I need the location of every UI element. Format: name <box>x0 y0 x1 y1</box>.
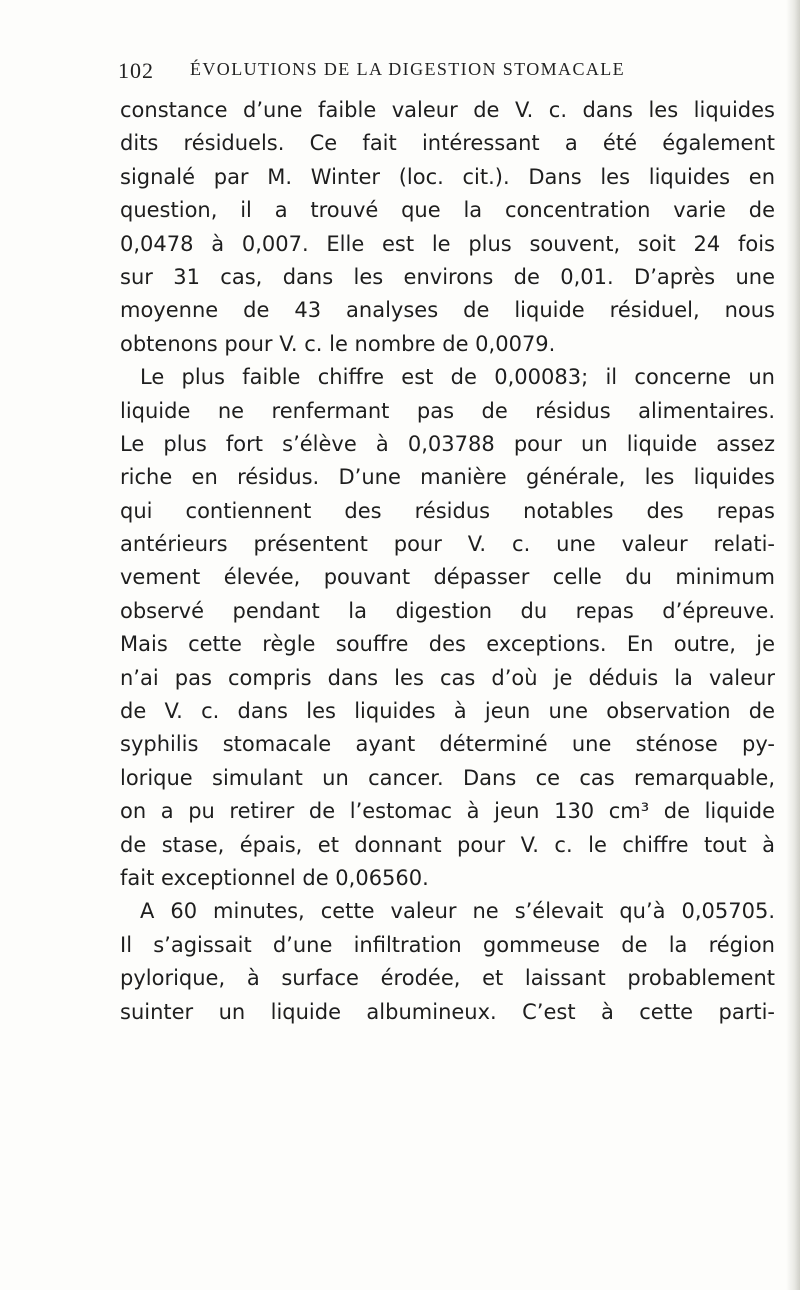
text-line: qui contiennent des résidus notables des repas <box>120 498 775 523</box>
text-line: de V. c. dans les liquides à jeun une observation de <box>120 699 775 724</box>
text-line: question, il a trouvé que la concentration varie de <box>120 198 775 223</box>
text-line: de stase, épais, et donnant pour V. c. le chiffre tout à <box>120 832 775 857</box>
text-line: A 60 minutes, cette valeur ne s’élevait qu’à 0,05705. <box>140 899 775 924</box>
text-line: on a pu retirer de l’estomac à jeun 130 cm³ de liquide <box>120 799 775 824</box>
text-line: vement élevée, pouvant dépasser celle du minimum <box>120 565 775 590</box>
text-line: Mais cette règle souffre des exceptions. En outre, je <box>120 632 775 657</box>
text-line: obtenons pour V. c. le nombre de 0,0079. <box>120 331 556 356</box>
text-line: sur 31 cas, dans les environs de 0,01. D’après une <box>120 264 775 289</box>
text-line: pylorique, à surface érodée, et laissant probablement <box>120 966 775 991</box>
body-text <box>120 94 775 1029</box>
text-line: constance d’une faible valeur de V. c. dans les liquides <box>120 98 775 122</box>
text-line: 0,0478 à 0,007. Elle est le plus souvent, soit 24 fois <box>120 231 775 256</box>
text-line: suinter un liquide albumineux. C’est à cette parti- <box>120 999 775 1024</box>
text-line: moyenne de 43 analyses de liquide résiduel, nous <box>120 298 775 323</box>
page-header <box>118 58 688 88</box>
text-line: signalé par M. Winter (loc. cit.). Dans les liquides en <box>120 164 775 189</box>
text-line: antérieurs présentent pour V. c. une valeur relati- <box>120 532 775 557</box>
text-line: syphilis stomacale ayant déterminé une sténose py- <box>120 732 775 757</box>
text-line: Le plus faible chiffre est de 0,00083; il concerne un <box>140 365 775 390</box>
text-line: fait exceptionnel de 0,06560. <box>120 865 429 890</box>
text-line: liquide ne renfermant pas de résidus alimentaires. <box>120 398 775 423</box>
text-line: lorique simulant un cancer. Dans ce cas remarquable, <box>120 765 775 790</box>
text-line: n’ai pas compris dans les cas d’où je déduis la valeur <box>120 665 775 690</box>
text-line: Le plus fort s’élève à 0,03788 pour un liquide assez <box>120 431 775 456</box>
text-line: observé pendant la digestion du repas d’épreuve. <box>120 598 775 623</box>
text-line: Il s’agissait d’une infiltration gommeuse de la région <box>120 932 775 957</box>
text-line: riche en résidus. D’une manière générale, les liquides <box>120 465 775 490</box>
page-number: 102 <box>118 58 154 83</box>
page-edge-shadow <box>786 0 800 1290</box>
text-line: dits résiduels. Ce fait intéressant a été également <box>120 131 775 156</box>
running-title: ÉVOLUTIONS DE LA DIGESTION STOMACALE <box>190 59 626 79</box>
